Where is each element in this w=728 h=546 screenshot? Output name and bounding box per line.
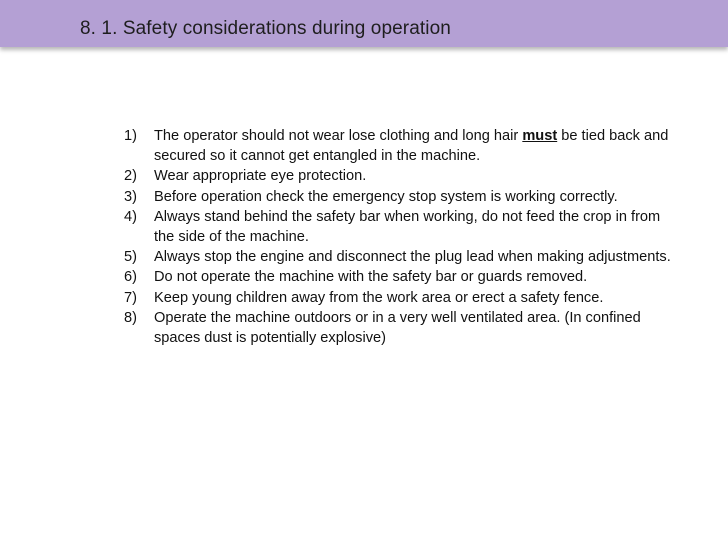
- list-item-text: Operate the machine outdoors or in a very well ventilated area. (In confined spaces dust is potentially explosive): [154, 309, 641, 347]
- emphasis-must: must: [522, 128, 558, 144]
- list-item-text: Wear appropriate eye protection.: [154, 168, 367, 185]
- list-item-number: 6): [124, 269, 137, 286]
- list-item: [124, 126, 684, 166]
- list-item: [124, 207, 684, 247]
- list-item-text: Do not operate the machine with the safety bar or guards removed.: [154, 269, 588, 286]
- list-item-number: 3): [124, 188, 137, 205]
- list-item: [124, 288, 684, 308]
- list-item: [124, 308, 684, 348]
- list-item: [124, 247, 684, 267]
- slide-title: 8. 1. Safety considerations during operation: [80, 18, 451, 39]
- list-item-text: The operator should not wear lose clothing and long hair must be tied back and secured so it cannot get entangled in the machine.: [154, 128, 669, 165]
- list-item-number: 2): [124, 168, 137, 185]
- list-item-number: 8): [124, 309, 137, 326]
- list-item-number: 1): [124, 128, 137, 144]
- list-item: [124, 267, 684, 287]
- list-item-text: Before operation check the emergency stop system is working correctly.: [154, 188, 618, 205]
- list-item-text: Keep young children away from the work area or erect a safety fence.: [154, 289, 604, 306]
- list-item-number: 4): [124, 208, 137, 225]
- safety-list: [124, 126, 684, 348]
- list-item: [124, 187, 684, 207]
- list-item-text: Always stop the engine and disconnect the plug lead when making adjustments.: [154, 249, 671, 266]
- list-item-text: Always stand behind the safety bar when working, do not feed the crop in from the side of the machine.: [154, 208, 661, 246]
- list-item-number: 5): [124, 249, 137, 266]
- list-item-number: 7): [124, 289, 137, 306]
- list-item: [124, 166, 684, 186]
